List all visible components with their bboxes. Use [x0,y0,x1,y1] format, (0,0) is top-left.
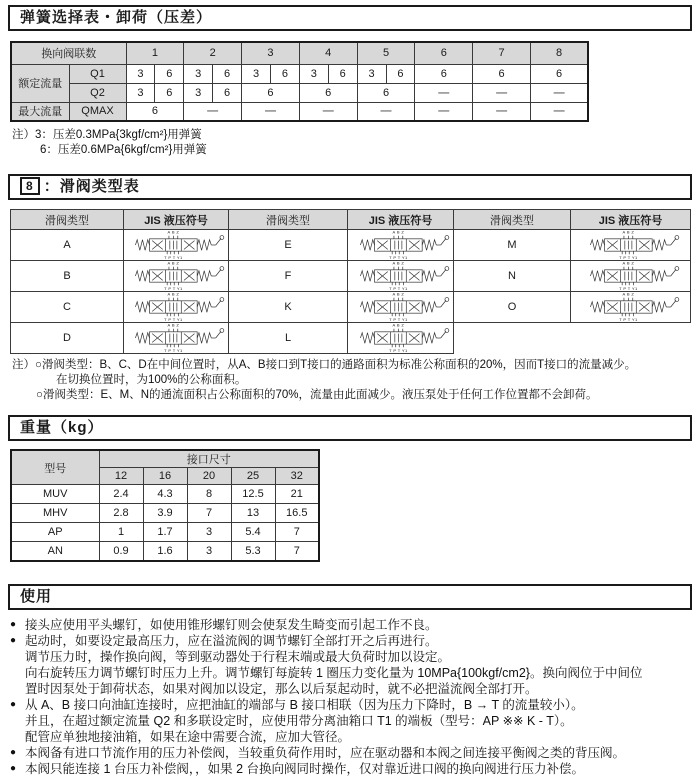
spool-table [10,209,691,354]
table-cell: 6 [155,64,184,83]
table-cell: 7 [275,542,319,561]
note-line: 注）3：压差0.3MPa{3kgf/cm²}用弹簧 [12,129,202,141]
size-header: 25 [231,468,275,485]
table-cell: 6 [386,64,415,83]
svg-text:A B Z: A B Z [392,230,404,235]
usage-line [10,665,692,681]
q1-row [11,64,588,83]
table-cell: 16.5 [275,504,319,523]
bullet-icon: ● [10,762,17,774]
table-cell: 6 [126,102,184,121]
svg-text:T P T Y1: T P T Y1 [388,348,408,353]
table-cell: 6 [530,64,588,83]
bullet-icon [10,665,25,681]
table-cell: 6 [328,64,357,83]
model-cell: MHV [11,504,99,523]
svg-text:A B Z: A B Z [622,230,634,235]
table-cell: — [415,102,473,121]
bullet-icon [10,681,25,697]
spool-row [11,323,691,354]
section-title-usage [8,584,692,610]
bullet-icon: ● [10,634,17,646]
size-header: 12 [99,468,143,485]
table-cell: 3 [357,64,386,83]
spool-type-cell: K [229,292,348,323]
usage-line [10,713,692,729]
table-cell: 7 [275,523,319,542]
column-header-type: 滑阀类型 [229,210,348,230]
section-title-spring-label: 弹簧选择表・卸荷（压差） [20,9,213,26]
row-header-max-flow: 最大流量 [11,102,69,121]
table-cell: 21 [275,485,319,504]
symbol-cell [348,292,454,323]
table-cell: 3 [299,64,328,83]
table-cell: — [357,102,415,121]
usage-notes [10,617,692,777]
svg-text:T P T Y1: T P T Y1 [618,255,638,260]
symbol-cell [124,292,229,323]
usage-text: 向右旋转压力调节螺钉时压力上升。调节螺钉每旋转 1 圈压力变化量为 10MPa{100kgf/cm2}。换向阀位于中间位 [25,665,643,680]
station-header: 3 [242,42,300,64]
table-cell: 1.6 [143,542,187,561]
table-cell: 6 [299,83,357,102]
svg-text:T P T Y1: T P T Y1 [388,255,408,260]
table-row [11,504,319,523]
jis-valve-symbol-icon [579,230,683,260]
table-cell: — [530,102,588,121]
model-cell: MUV [11,485,99,504]
symbol-cell [348,230,454,261]
table-cell: 6 [213,83,242,102]
usage-line [10,729,692,745]
table-cell: 6 [213,64,242,83]
empty-cell [571,323,691,354]
spool-type-cell: E [229,230,348,261]
column-header-port-size: 接口尺寸 [99,450,319,468]
table-cell: 6 [270,64,299,83]
table-row [11,523,319,542]
table-cell: — [242,102,300,121]
usage-text: 本阀只能连接 1 台压力补偿阀，，如果 2 台换向阀同时操作，仅对靠近进口阀的换向阀进行压力补偿。 [25,761,585,776]
table-cell: 6 [473,64,531,83]
spool-type-cell: O [454,292,571,323]
column-header-symbol: JIS 液压符号 [571,210,691,230]
spool-type-cell: F [229,261,348,292]
table-cell: 3 [184,64,213,83]
bullet-icon [10,649,25,665]
spool-type-cell: A [11,230,124,261]
table-row [11,485,319,504]
symbol-cell [571,261,691,292]
size-header: 32 [275,468,319,485]
svg-text:T P T Y1: T P T Y1 [618,286,638,291]
table-cell: 3 [126,64,155,83]
symbol-cell [571,292,691,323]
table-cell: 1 [99,523,143,542]
spool-header-row [11,210,691,230]
size-header: 20 [187,468,231,485]
section-title-spool [8,174,692,200]
section-title-spool-label: ：滑阀类型表 [43,178,140,195]
column-header-model: 型号 [11,450,99,485]
spool-type-cell: D [11,323,124,354]
symbol-cell [124,323,229,354]
jis-valve-symbol-icon [349,230,453,260]
spool-row [11,292,691,323]
svg-text:T P T Y1: T P T Y1 [164,348,183,353]
svg-text:A B Z: A B Z [392,323,404,328]
table-cell: 1.7 [143,523,187,542]
column-header-type: 滑阀类型 [11,210,124,230]
jis-valve-symbol-icon [349,292,453,322]
section-number-badge: 8 [20,177,40,195]
svg-text:A B Z: A B Z [622,292,634,297]
usage-text: 并且，在超过额定流量 Q2 和多联设定时，应使用带分离油箱口 T1 的端板（型号：AP ※※ K - T）。 [25,713,573,728]
table-row [11,542,319,561]
usage-line [10,649,692,665]
model-cell: AN [11,542,99,561]
spring-table [10,41,589,122]
column-header-symbol: JIS 液压符号 [124,210,229,230]
table-cell: — [299,102,357,121]
spool-row [11,230,691,261]
note-line: ○滑阀类型：E、M、N的通流面积占公称面积的70%，流量由此面减少。液压泵处于任何工作位置都不会卸荷。 [36,389,598,401]
q2-row [11,83,588,102]
qmax-row [11,102,588,121]
table-cell: 13 [231,504,275,523]
table-cell: 8 [187,485,231,504]
table-cell: 3 [187,542,231,561]
section-title-weight [8,415,692,441]
table-cell: 6 [357,83,415,102]
table-cell: — [473,102,531,121]
svg-text:A B Z: A B Z [392,261,404,266]
svg-text:A B Z: A B Z [622,261,634,266]
symbol-cell [124,261,229,292]
usage-text: 置时因泵处于卸荷状态，如果对阀加以设定，那么以后泵起动时，就不必把溢流阀全部打开。 [25,681,538,696]
svg-text:T P T Y1: T P T Y1 [164,255,183,260]
table-cell: 12.5 [231,485,275,504]
table-cell: 2.4 [99,485,143,504]
usage-line [10,633,692,649]
jis-valve-symbol-icon [124,323,228,353]
column-header-symbol: JIS 液压符号 [348,210,454,230]
spool-type-cell: M [454,230,571,261]
symbol-cell [124,230,229,261]
usage-text: 调节压力时，操作换向阀，等到驱动器处于行程末端或最大负荷时加以设定。 [25,649,451,664]
row-header-qmax: QMAX [69,102,126,121]
spring-notes [12,128,692,158]
model-cell: AP [11,523,99,542]
size-header: 16 [143,468,187,485]
column-header-stations: 换向阀联数 [11,42,126,64]
jis-valve-symbol-icon [349,261,453,291]
symbol-cell [348,323,454,354]
spool-row [11,261,691,292]
usage-line [10,745,692,761]
usage-text: 起动时，如要设定最高压力，应在溢流阀的调节螺钉全部打开之后再进行。 [25,633,438,648]
table-cell: — [530,83,588,102]
usage-line [10,697,692,713]
section-title-weight-label: 重量（kg） [20,419,104,436]
svg-text:A B Z: A B Z [167,323,180,328]
svg-text:A B Z: A B Z [167,230,180,235]
svg-text:A B Z: A B Z [167,292,180,297]
table-cell: 2.8 [99,504,143,523]
row-header-q1: Q1 [69,64,126,83]
jis-valve-symbol-icon [579,261,683,291]
note-line: 在切换位置时，为100%的公称面积。 [56,374,247,386]
usage-text: 本阀备有进口节流作用的压力补偿阀，当较重负荷作用时，应在驱动器和本阀之间连接平衡阀之类的背压阀。 [25,745,626,760]
table-cell: 5.4 [231,523,275,542]
note-line: 6：压差0.6MPa{6kgf/cm²}用弹簧 [40,144,207,156]
svg-text:T P T Y1: T P T Y1 [388,317,408,322]
station-header: 8 [530,42,588,64]
station-header: 6 [415,42,473,64]
table-cell: 6 [155,83,184,102]
bullet-icon [10,729,25,745]
empty-cell [454,323,571,354]
weight-table [10,449,320,562]
section-title-spring [8,5,692,31]
usage-text: 接头应使用平头螺钉，如使用锥形螺钉则会使泵发生畸变而引起工作不良。 [25,617,438,632]
svg-text:T P T Y1: T P T Y1 [164,317,183,322]
usage-text: 配管应单独地接油箱，如果在途中需要合流，应加大管径。 [25,729,351,744]
table-cell: 6 [415,64,473,83]
table-cell: — [415,83,473,102]
spool-notes [12,358,692,403]
spool-type-cell: C [11,292,124,323]
bullet-icon: ● [10,746,17,758]
table-cell: 0.9 [99,542,143,561]
bullet-icon: ● [10,698,17,710]
spool-type-cell: B [11,261,124,292]
usage-text: 从 A、B 接口向油缸连接时，应把油缸的端部与 B 接口相联（因为压力下降时，B → T 的流量较小）。 [25,697,584,712]
svg-text:A B Z: A B Z [167,261,180,266]
svg-text:A B Z: A B Z [392,292,404,297]
svg-text:T P T Y1: T P T Y1 [388,286,408,291]
station-header: 1 [126,42,184,64]
usage-line [10,681,692,697]
section-title-usage-label: 使用 [20,587,53,605]
station-header: 2 [184,42,242,64]
table-cell: 6 [242,83,300,102]
spool-type-cell: L [229,323,348,354]
table-cell: 3 [184,83,213,102]
table-cell: 3 [242,64,271,83]
table-cell: — [184,102,242,121]
row-header-q2: Q2 [69,83,126,102]
column-header-type: 滑阀类型 [454,210,571,230]
station-header: 4 [299,42,357,64]
svg-text:T P T Y1: T P T Y1 [164,286,183,291]
bullet-icon [10,713,25,729]
usage-line [10,617,692,633]
note-line: 注）○滑阀类型：B、C、D在中间位置时，从A、B接口到T接口的通路面积为标准公称面积的20%，因而T接口的流量减少。 [12,359,637,371]
jis-valve-symbol-icon [124,292,228,322]
jis-valve-symbol-icon [579,292,683,322]
symbol-cell [348,261,454,292]
row-header-rated-flow: 额定流量 [11,64,69,102]
table-cell: 3 [126,83,155,102]
svg-text:T P T Y1: T P T Y1 [618,317,638,322]
table-cell: 3.9 [143,504,187,523]
weight-header-row [11,450,319,468]
usage-line [10,761,692,777]
table-cell: 7 [187,504,231,523]
bullet-icon: ● [10,618,17,630]
jis-valve-symbol-icon [124,230,228,260]
station-header: 5 [357,42,415,64]
table-cell: 3 [187,523,231,542]
spring-header-row [11,42,588,64]
jis-valve-symbol-icon [349,323,453,353]
table-cell: 4.3 [143,485,187,504]
jis-valve-symbol-icon [124,261,228,291]
table-cell: 5.3 [231,542,275,561]
spool-type-cell: N [454,261,571,292]
table-cell: — [473,83,531,102]
station-header: 7 [473,42,531,64]
symbol-cell [571,230,691,261]
